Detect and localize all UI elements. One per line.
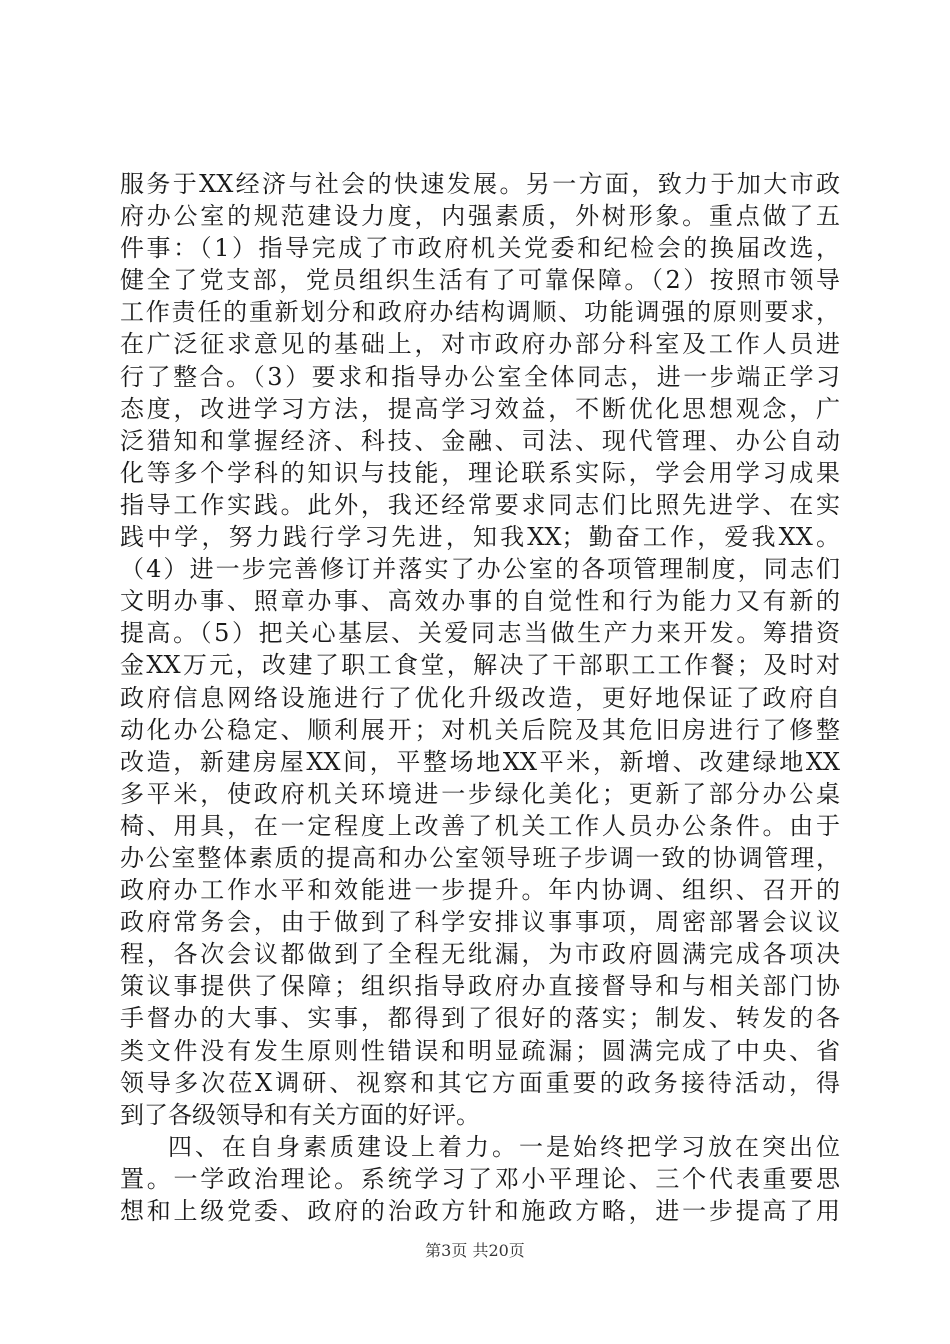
text-line: 金XX万元，改建了职工食堂，解决了干部职工工作餐；及时对: [120, 651, 840, 680]
text-line: 泛猎知和掌握经济、科技、金融、司法、现代管理、办公自动: [120, 426, 840, 455]
text-line: 办公室整体素质的提高和办公室领导班子步调一致的协调管理，: [120, 843, 840, 872]
text-line: 行了整合。（3）要求和指导办公室全体同志，进一步端正学习: [120, 362, 840, 391]
text-line: 文明办事、照章办事、高效办事的自觉性和行为能力又有新的: [120, 587, 840, 616]
text-line: 工作责任的重新划分和政府办结构调顺、功能调强的原则要求，: [120, 298, 840, 327]
text-line: 提高。（5）把关心基层、关爱同志当做生产力来开发。筹措资: [120, 619, 840, 648]
text-line: 府办公室的规范建设力度，内强素质，外树形象。重点做了五: [120, 202, 840, 231]
text-line: 程，各次会议都做到了全程无纰漏，为市政府圆满完成各项决: [120, 940, 840, 969]
text-line: 政府常务会，由于做到了科学安排议事事项，周密部署会议议: [120, 908, 840, 937]
text-line: 态度，改进学习方法，提高学习效益，不断优化思想观念，广: [120, 394, 840, 423]
text-line: 践中学，努力践行学习先进，知我XX；勤奋工作，爱我XX。: [120, 523, 840, 552]
text-line: 椅、用具，在一定程度上改善了机关工作人员办公条件。由于: [120, 811, 840, 840]
text-line: 想和上级党委、政府的治政方针和施政方略，进一步提高了用: [120, 1197, 840, 1225]
text-line: 在广泛征求意见的基础上，对市政府办部分科室及工作人员进: [120, 330, 840, 359]
text-line: 领导多次莅X调研、视察和其它方面重要的政务接待活动，得: [120, 1068, 840, 1097]
text-line: 到了各级领导和有关方面的好评。: [120, 1100, 480, 1129]
text-line: 动化办公稳定、顺利展开；对机关后院及其危旧房进行了修整: [120, 715, 840, 744]
text-line: 置。一学政治理论。系统学习了邓小平理论、三个代表重要思: [120, 1164, 840, 1193]
text-line: （4）进一步完善修订并落实了办公室的各项管理制度，同志们: [120, 555, 840, 584]
text-line: 健全了党支部，党员组织生活有了可靠保障。（2）按照市领导: [120, 266, 840, 295]
text-line: 服务于XX经济与社会的快速发展。另一方面，致力于加大市政: [120, 170, 840, 198]
text-line: 四、在自身素质建设上着力。一是始终把学习放在突出位: [168, 1132, 840, 1161]
page-footer: 第3页 共20页: [425, 1241, 525, 1260]
text-line: 多平米，使政府机关环境进一步绿化美化；更新了部分办公桌: [120, 779, 840, 808]
text-line: 政府办工作水平和效能进一步提升。年内协调、组织、召开的: [120, 876, 840, 905]
text-line: 件事：（1）指导完成了市政府机关党委和纪检会的换届改选，: [120, 234, 840, 263]
text-line: 改造，新建房屋XX间，平整场地XX平米，新增、改建绿地XX: [120, 747, 840, 776]
text-line: 政府信息网络设施进行了优化升级改造，更好地保证了政府自: [120, 683, 840, 712]
text-line: 化等多个学科的知识与技能，理论联系实际，学会用学习成果: [120, 458, 840, 487]
body-text: [120, 168, 840, 1227]
text-line: 策议事提供了保障；组织指导政府办直接督导和与相关部门协: [120, 972, 840, 1001]
text-line: 手督办的大事、实事，都得到了很好的落实；制发、转发的各: [120, 1004, 840, 1033]
text-line: 指导工作实践。此外，我还经常要求同志们比照先进学、在实: [120, 490, 840, 519]
text-line: 类文件没有发生原则性错误和明显疏漏；圆满完成了中央、省: [120, 1036, 840, 1065]
